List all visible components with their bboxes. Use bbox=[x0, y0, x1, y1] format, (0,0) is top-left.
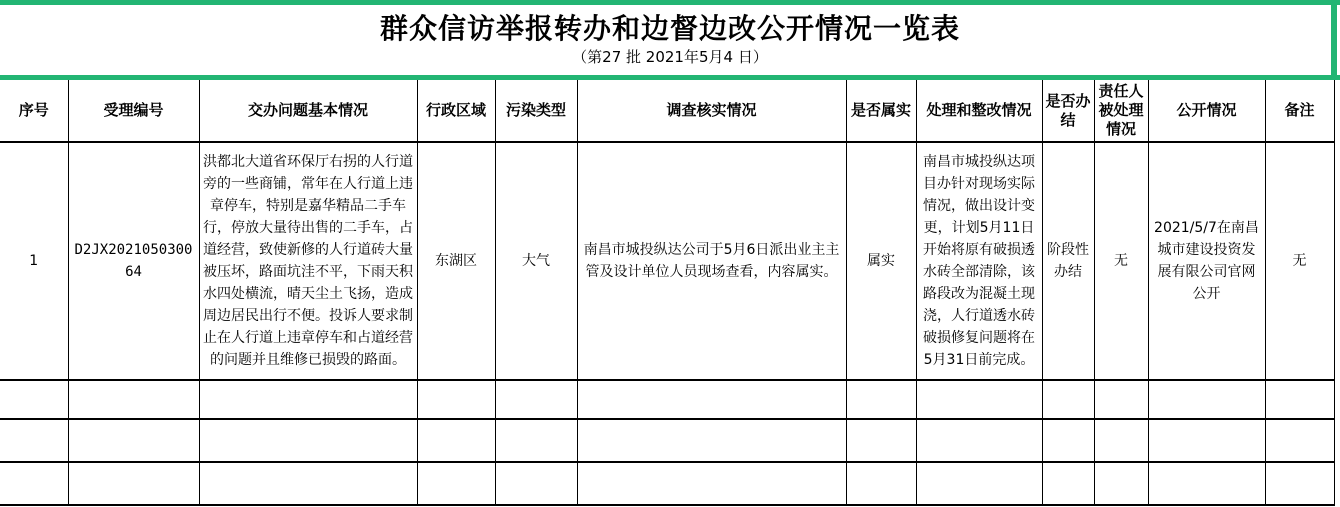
header-cell-case-number: 受理编号 bbox=[68, 80, 199, 142]
cell-investigation: 南昌市城投纵达公司于5月6日派出业主主管及设计单位人员现场查看，内容属实。 bbox=[577, 142, 846, 380]
header-cell-completion: 是否办结 bbox=[1042, 80, 1094, 142]
empty-cell bbox=[0, 419, 68, 462]
header-cell-rectification: 处理和整改情况 bbox=[916, 80, 1042, 142]
title-border-right-segment bbox=[1331, 5, 1337, 75]
empty-cell bbox=[916, 380, 1042, 419]
empty-cell bbox=[199, 419, 417, 462]
empty-cell bbox=[1148, 462, 1265, 505]
empty-cell bbox=[577, 462, 846, 505]
empty-cell bbox=[68, 462, 199, 505]
empty-cell bbox=[417, 419, 495, 462]
cell-disclosure: 2021/5/7在南昌城市建设投资发展有限公司官网公开 bbox=[1148, 142, 1265, 380]
empty-cell bbox=[68, 419, 199, 462]
empty-cell bbox=[417, 380, 495, 419]
empty-cell bbox=[199, 462, 417, 505]
table-row bbox=[0, 142, 1334, 380]
empty-cell bbox=[1042, 380, 1094, 419]
empty-cell bbox=[846, 380, 916, 419]
empty-cell bbox=[846, 419, 916, 462]
report-subtitle: （第27 批 2021年5月4 日） bbox=[572, 48, 768, 66]
cell-index: 1 bbox=[0, 142, 68, 380]
empty-cell bbox=[577, 380, 846, 419]
cell-region: 东湖区 bbox=[417, 142, 495, 380]
header-cell-remark: 备注 bbox=[1265, 80, 1334, 142]
empty-cell bbox=[1265, 419, 1334, 462]
cell-pollution-type: 大气 bbox=[495, 142, 577, 380]
cell-verified: 属实 bbox=[846, 142, 916, 380]
header-cell-region: 行政区域 bbox=[417, 80, 495, 142]
cell-case-number: D2JX202105030064 bbox=[68, 142, 199, 380]
table-row-empty bbox=[0, 462, 1334, 505]
empty-cell bbox=[1148, 380, 1265, 419]
empty-cell bbox=[1094, 462, 1148, 505]
cell-remark: 无 bbox=[1265, 142, 1334, 380]
cell-accountability: 无 bbox=[1094, 142, 1148, 380]
empty-cell bbox=[1094, 380, 1148, 419]
empty-cell bbox=[199, 380, 417, 419]
cell-problem-summary: 洪都北大道省环保厅右拐的人行道旁的一些商铺，常年在人行道上违章停车，特别是嘉华精品二手车行，停放大量待出售的二手车，占道经营，致使新修的人行道砖大量被压坏，路面坑洼不平，下雨天积水四处横流，晴天尘土飞扬，造成周边居民出行不便。投诉人要求制止在人行道上违章停车和占道经营的问题并且维修已损毁的路面。 bbox=[199, 142, 417, 380]
header-cell-problem-summary: 交办问题基本情况 bbox=[199, 80, 417, 142]
empty-cell bbox=[495, 462, 577, 505]
empty-cell bbox=[1042, 419, 1094, 462]
table-row-empty bbox=[0, 419, 1334, 462]
empty-cell bbox=[916, 462, 1042, 505]
empty-cell bbox=[417, 462, 495, 505]
report-table bbox=[0, 80, 1335, 506]
empty-cell bbox=[577, 419, 846, 462]
header-cell-accountability: 责任人被处理情况 bbox=[1094, 80, 1148, 142]
cell-rectification: 南昌市城投纵达项目办针对现场实际情况，做出设计变更，计划5月11日开始将原有破损透水砖全部清除，该路段改为混凝土现浇，人行道透水砖破损修复问题将在5月31日前完成。 bbox=[916, 142, 1042, 380]
cell-completion: 阶段性办结 bbox=[1042, 142, 1094, 380]
report-title: 群众信访举报转办和边督边改公开情况一览表 bbox=[379, 12, 960, 45]
header-cell-disclosure: 公开情况 bbox=[1148, 80, 1265, 142]
empty-cell bbox=[916, 419, 1042, 462]
header-row bbox=[0, 80, 1334, 142]
title-block bbox=[0, 0, 1340, 80]
empty-cell bbox=[1265, 462, 1334, 505]
empty-cell bbox=[1265, 380, 1334, 419]
header-cell-investigation: 调查核实情况 bbox=[577, 80, 846, 142]
empty-cell bbox=[0, 380, 68, 419]
empty-cell bbox=[0, 462, 68, 505]
table-row-empty bbox=[0, 380, 1334, 419]
empty-cell bbox=[846, 462, 916, 505]
header-cell-pollution-type: 污染类型 bbox=[495, 80, 577, 142]
empty-cell bbox=[68, 380, 199, 419]
empty-cell bbox=[1094, 419, 1148, 462]
empty-cell bbox=[1042, 462, 1094, 505]
empty-cell bbox=[495, 380, 577, 419]
empty-cell bbox=[1148, 419, 1265, 462]
header-cell-index: 序号 bbox=[0, 80, 68, 142]
header-cell-verified: 是否属实 bbox=[846, 80, 916, 142]
empty-cell bbox=[495, 419, 577, 462]
